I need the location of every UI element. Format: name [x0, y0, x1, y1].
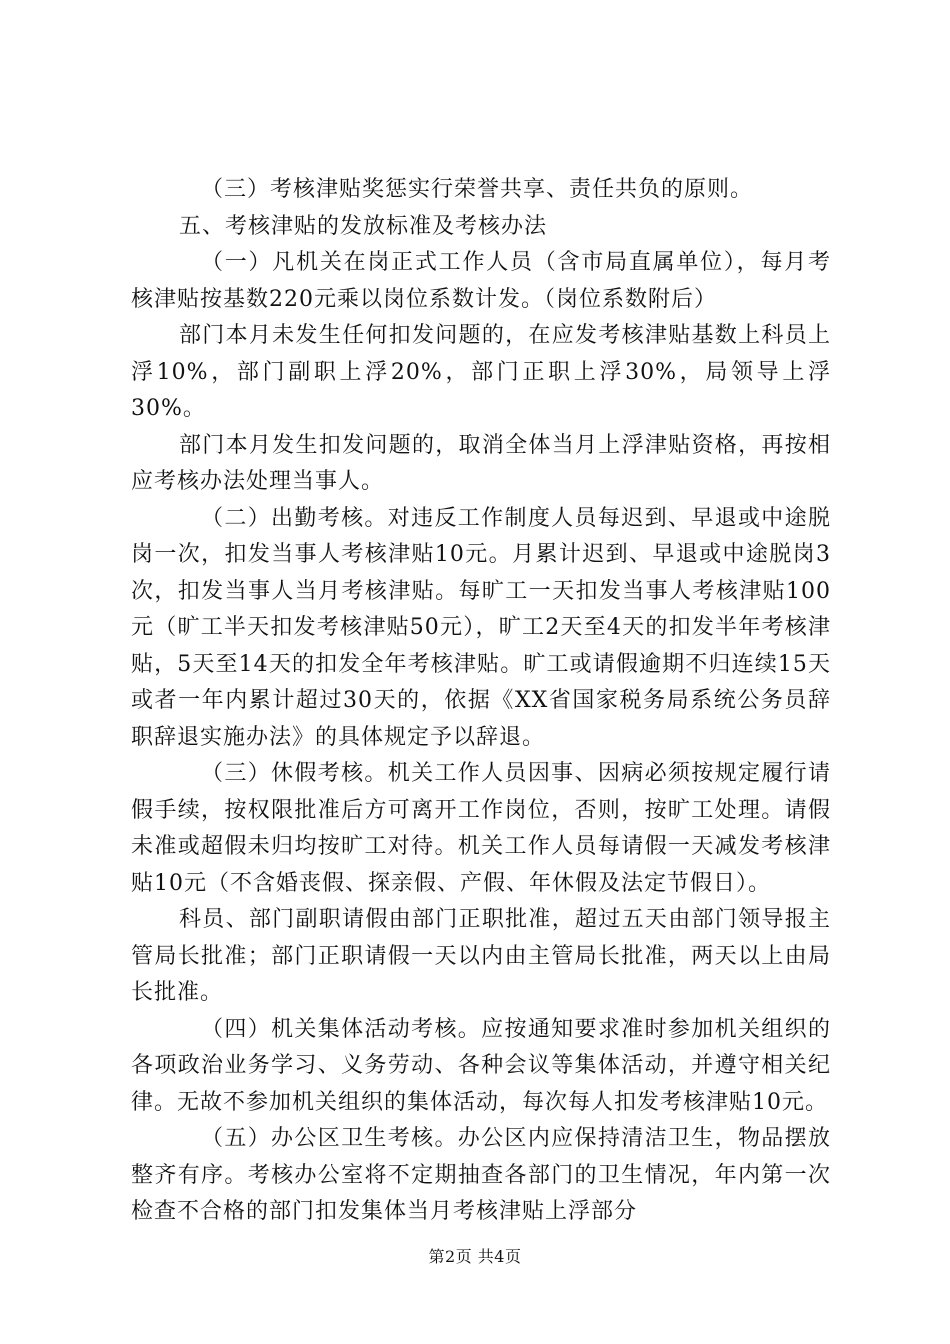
paragraph: 科员、部门副职请假由部门正职批准，超过五天由部门领导报主管局长批准；部门正职请假一天以内由主管局长批准，两天以上由局长批准。 [131, 907, 831, 1005]
paragraph: （二）出勤考核。对违反工作制度人员每迟到、早退或中途脱岗一次，扣发当事人考核津贴10元。月累计迟到、早退或中途脱岗3次，扣发当事人当月考核津贴。每旷工一天扣发当事人考核津贴100元（旷工半天扣发考核津贴50元），旷工2天至4天的扣发半年考核津贴，5天至14天的扣发全年考核津贴。旷工或请假逾期不归连续15天或者一年内累计超过30天的，依据《XX省国家税务局系统公务员辞职辞退实施办法》的具体规定予以辞退。 [131, 505, 831, 750]
paragraph: 部门本月发生扣发问题的，取消全体当月上浮津贴资格，再按相应考核办法处理当事人。 [131, 432, 831, 494]
section-heading: 五、考核津贴的发放标准及考核办法 [179, 213, 548, 239]
paragraph: （五）办公区卫生考核。办公区内应保持清洁卫生，物品摆放整齐有序。考核办公室将不定期抽查各部门的卫生情况，年内第一次检查不合格的部门扣发集体当月考核津贴上浮部分 [131, 1126, 831, 1224]
paragraph: （一）凡机关在岗正式工作人员（含市局直属单位），每月考核津贴按基数220元乘以岗位系数计发。（岗位系数附后） [131, 250, 831, 312]
paragraph: （三）考核津贴奖惩实行荣誉共享、责任共负的原则。 [201, 177, 754, 202]
paragraph: （三）休假考核。机关工作人员因事、因病必须按规定履行请假手续，按权限批准后方可离开工作岗位，否则，按旷工处理。请假未准或超假未归均按旷工对待。机关工作人员每请假一天减发考核津贴10元（不含婚丧假、探亲假、产假、年休假及法定节假日）。 [131, 761, 831, 896]
document-body [131, 172, 831, 1231]
paragraph: 部门本月未发生任何扣发问题的，在应发考核津贴基数上科员上浮10%，部门副职上浮20%，部门正职上浮30%，局领导上浮30%。 [131, 323, 831, 421]
paragraph: （四）机关集体活动考核。应按通知要求准时参加机关组织的各项政治业务学习、义务劳动、各种会议等集体活动，并遵守相关纪律。无故不参加机关组织的集体活动，每次每人扣发考核津贴10元。 [131, 1016, 831, 1115]
page-number-footer: 第2页 共4页 [428, 1247, 522, 1266]
